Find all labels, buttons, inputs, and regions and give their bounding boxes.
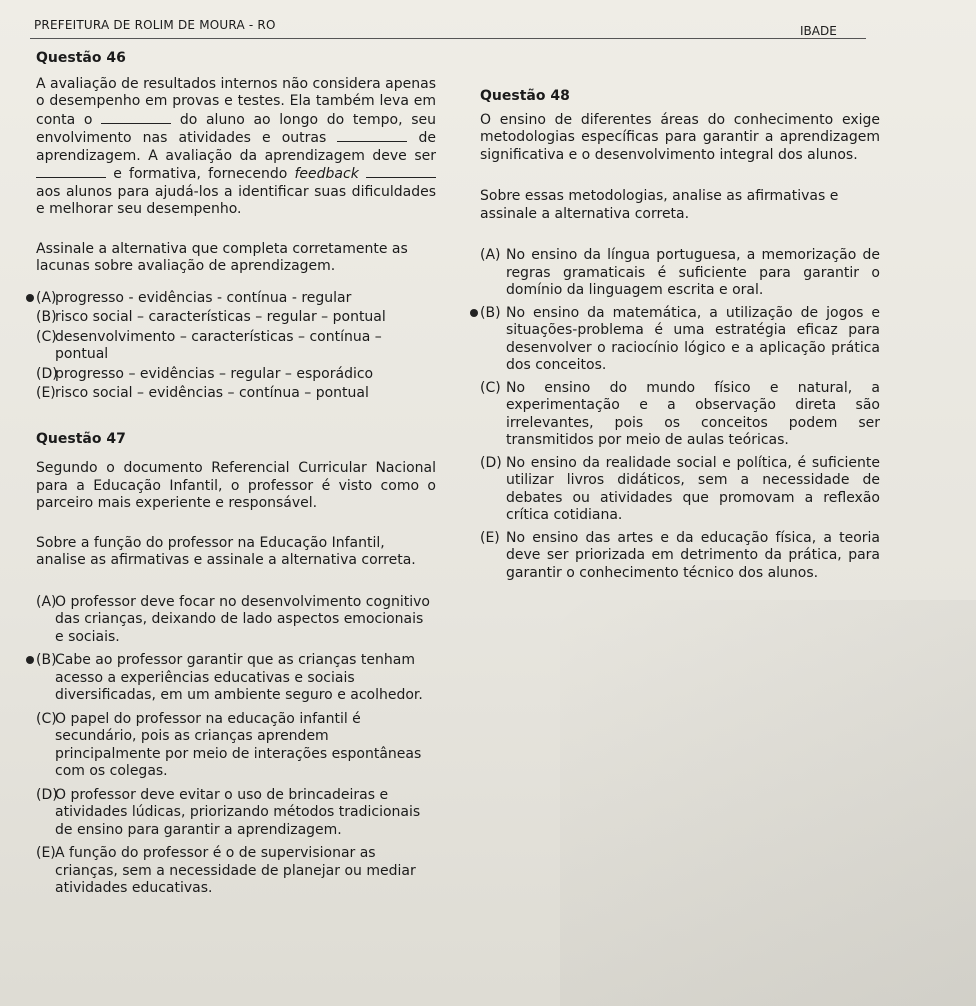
- q47-option-b-label: (B): [36, 652, 57, 668]
- q48-option-b[interactable]: [480, 305, 880, 375]
- q48-option-b-label: (B): [480, 304, 501, 321]
- q46-text-1: A avaliação de resultados internos não considera apenas o desempenho em provas e testes. Ela também leva em conta o: [36, 75, 436, 128]
- mark-dot: [26, 656, 34, 664]
- q46-option-d[interactable]: [36, 366, 436, 384]
- q47-option-c-label: (C): [36, 710, 57, 727]
- q46-prompt: Assinale a alternativa que completa corretamente as lacunas sobre avaliação de aprendizagem.: [36, 240, 408, 274]
- q48-option-c-text: No ensino do mundo físico e natural, a experimentação e a observação direta são irrelevantes, pois os conceitos podem ser transmitidos por meio de aulas teóricas.: [506, 379, 880, 448]
- q48-option-e[interactable]: [480, 530, 880, 583]
- mark-dot: [26, 294, 34, 302]
- q47-options: [36, 594, 436, 898]
- q48-title: Questão 48: [480, 88, 570, 104]
- q46-blank-3: [36, 165, 106, 178]
- q48-options: [480, 247, 880, 582]
- q47-option-c-text: O papel do professor na educação infantil é secundário, pois as crianças aprendem principalmente por meio de interações espontâneas com os colegas.: [55, 710, 422, 779]
- q46-blank-2: [337, 129, 407, 142]
- q46-option-e[interactable]: [36, 385, 436, 403]
- q46-option-a[interactable]: [36, 290, 436, 308]
- q46-blank-4: [366, 165, 436, 178]
- q47-option-e-text: A função do professor é o de supervisionar as crianças, sem a necessidade de planejar ou mediar atividades educativas.: [55, 845, 416, 896]
- q46-option-b-text: risco social – características – regular – pontual: [55, 309, 386, 325]
- q46-options: [36, 290, 436, 403]
- q46-text-3: de aprendizagem. A avaliação da aprendizagem deve ser: [36, 130, 437, 164]
- q46-option-c-text: desenvolvimento – características – contínua – pontual: [55, 328, 382, 362]
- q46-option-a-text: progresso - evidências - contínua - regular: [55, 289, 352, 306]
- q48-option-c[interactable]: [480, 380, 880, 450]
- q46-text-5: aos alunos para ajudá-los a identificar suas dificuldades e melhorar seu desempenho.: [36, 183, 436, 217]
- header-divider: [30, 38, 866, 39]
- q46-option-e-text: risco social – evidências – contínua – pontual: [55, 385, 369, 401]
- q46-option-c-label: (C): [36, 328, 57, 345]
- q46-statement: [36, 76, 436, 219]
- q47-option-d[interactable]: [36, 787, 436, 840]
- q46-option-c[interactable]: [36, 329, 436, 364]
- q48-option-e-text: No ensino das artes e da educação física, a teoria deve ser priorizada em detrimento da prática, para garantir o conhecimento técnico dos alunos.: [506, 529, 880, 581]
- q47-statement: Segundo o documento Referencial Curricular Nacional para a Educação Infantil, o professor é visto como o parceiro mais experiente e responsável.: [36, 460, 436, 511]
- q46-text-4b: feedback: [294, 166, 359, 182]
- q47-option-a[interactable]: [36, 594, 436, 647]
- q46-option-d-text: progresso – evidências – regular – esporádico: [55, 365, 374, 382]
- q47-option-d-label: (D): [36, 786, 58, 803]
- q46-blank-1: [101, 111, 171, 124]
- q47-option-e[interactable]: [36, 845, 436, 898]
- page-shadow: [560, 600, 976, 1006]
- q48-option-d[interactable]: [480, 455, 880, 525]
- q48-option-b-text: No ensino da matemática, a utilização de jogos e situações-problema é uma estratégia eficaz para desenvolver o raciocínio lógico e a aplicação prática dos conceitos.: [506, 304, 880, 373]
- q47-option-d-text: O professor deve evitar o uso de brincadeiras e atividades lúdicas, priorizando métodos tradicionais de ensino para garantir a aprendizagem.: [55, 786, 421, 838]
- q46-option-b-label: (B): [36, 309, 57, 325]
- q46-option-a-label: (A): [36, 289, 57, 306]
- right-column: [480, 88, 880, 587]
- q47-option-e-label: (E): [36, 845, 56, 861]
- q47-prompt: Sobre a função do professor na Educação Infantil, analise as afirmativas e assinale a alternativa correta.: [36, 534, 416, 568]
- q48-option-d-label: (D): [480, 454, 502, 471]
- q48-statement: O ensino de diferentes áreas do conhecimento exige metodologias específicas para garantir a aprendizagem significativa e o desenvolvimento integral dos alunos.: [480, 111, 880, 163]
- q48-option-a[interactable]: [480, 247, 880, 300]
- q47-option-a-text: O professor deve focar no desenvolvimento cognitivo das crianças, deixando de lado aspectos emocionais e sociais.: [55, 593, 430, 645]
- q47-option-c[interactable]: [36, 711, 436, 781]
- q46-text-4: e formativa, fornecendo: [113, 166, 288, 182]
- q48-option-c-label: (C): [480, 379, 501, 396]
- q46-text-2: do aluno ao longo do tempo, seu envolvimento nas atividades e outras: [36, 111, 436, 146]
- q47-option-b-text: Cabe ao professor garantir que as crianças tenham acesso a experiências educativas e sociais diversificadas, em um ambiente seguro e acolhedor.: [55, 652, 423, 703]
- q46-option-e-label: (E): [36, 385, 56, 401]
- header-institution: PREFEITURA DE ROLIM DE MOURA - RO: [34, 18, 276, 32]
- q46-title: Questão 46: [36, 50, 126, 66]
- q48-option-d-text: No ensino da realidade social e política, é suficiente utilizar livros didáticos, sem a necessidade de debates ou atividades que promovam a reflexão crítica cotidiana.: [506, 454, 880, 523]
- q48-option-e-label: (E): [480, 529, 500, 546]
- mark-dot: [470, 309, 478, 317]
- left-column: [36, 50, 437, 904]
- q47-option-b[interactable]: [36, 652, 436, 705]
- header-organizer: IBADE: [800, 24, 837, 38]
- q48-option-a-label: (A): [480, 247, 501, 263]
- q48-prompt: Sobre essas metodologias, analise as afirmativas e assinale a alternativa correta.: [480, 188, 839, 222]
- q48-option-a-text: No ensino da língua portuguesa, a memorização de regras gramaticais é suficiente para garantir o domínio da linguagem escrita e oral.: [506, 247, 880, 298]
- q47-title: Questão 47: [36, 430, 126, 447]
- q47-option-a-label: (A): [36, 593, 57, 610]
- q46-option-b[interactable]: [36, 309, 436, 327]
- q46-option-d-label: (D): [36, 365, 58, 382]
